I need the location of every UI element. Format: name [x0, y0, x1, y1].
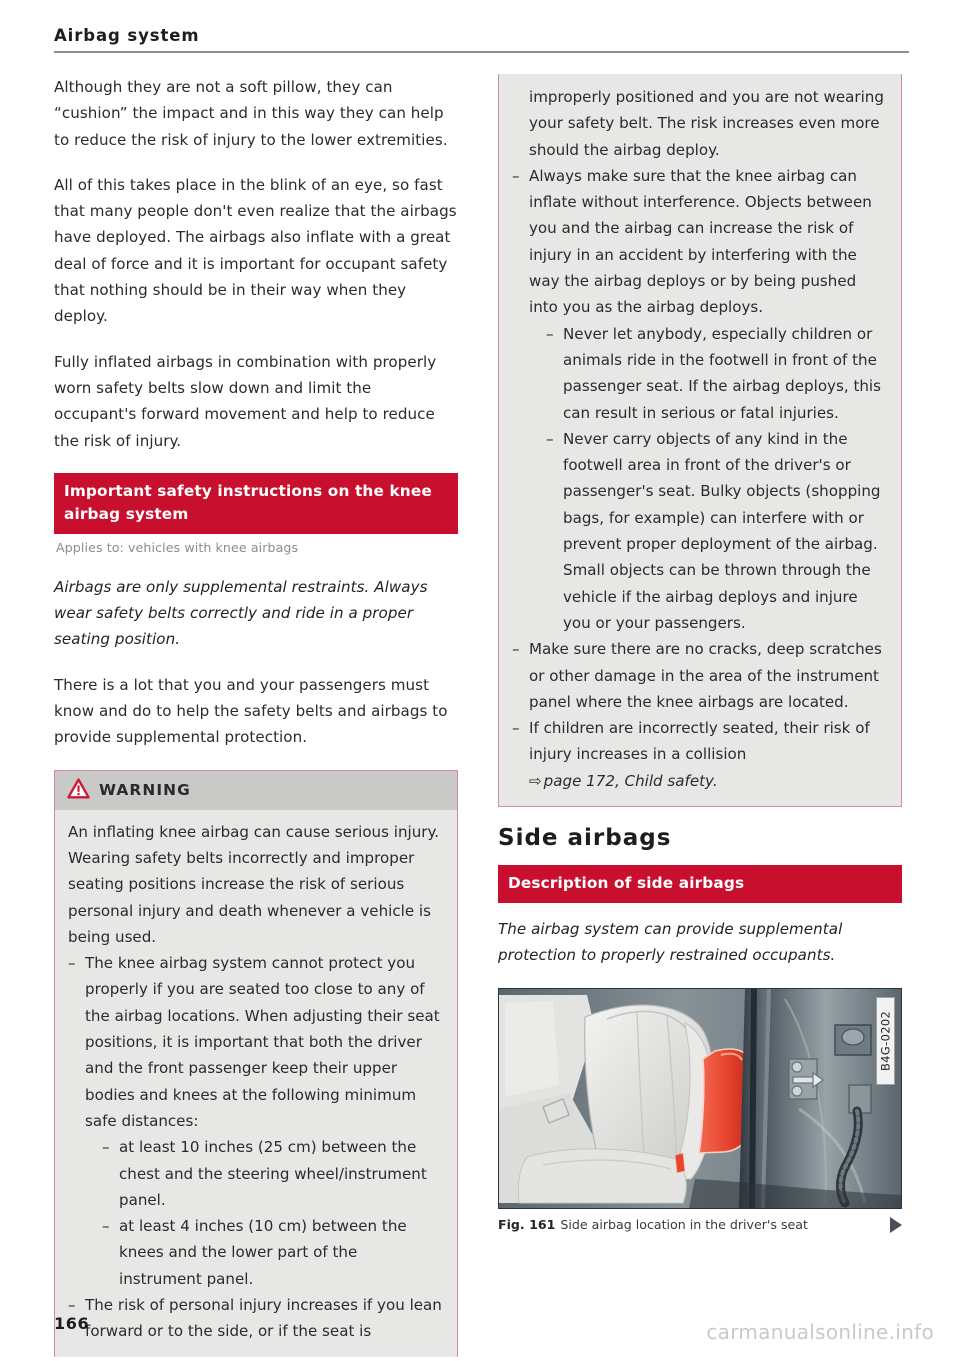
- running-head: [54, 26, 909, 53]
- warning-sub-bullet: [546, 321, 888, 426]
- header-rule: [54, 51, 909, 53]
- warning-body: [55, 810, 457, 1357]
- warning-bullet-text: Always make sure that the knee airbag can inflate without interference. Objects between you and the airbag can increase the risk of injury in an accident by interfering with the way the airbag deploys or by being pushed into you as the airbag deploys.: [529, 166, 872, 317]
- warning-label: WARNING: [99, 781, 191, 800]
- italic-intro: The airbag system can provide supplemental protection to properly restrained occupants.: [498, 920, 843, 965]
- watermark: carmanualsonline.info: [706, 1320, 934, 1344]
- dash-marker: –: [512, 640, 520, 659]
- dash-marker: –: [512, 719, 520, 738]
- warning-bullet: [512, 163, 888, 636]
- warning-sub-bullet-text: Never carry objects of any kind in the footwell area in front of the driver's or passenger's seat. Bulky objects (shopping bags, for example) can interfere with or prevent proper deployment of the airbag. Small objects can be thrown through the vehicle if the airbag deploys and injure you or your passengers.: [563, 429, 881, 632]
- cross-reference-arrow-icon: ⇨: [529, 771, 542, 790]
- warning-sub-bullet: [546, 426, 888, 636]
- figure-caption: [498, 1216, 880, 1233]
- warning-sub-bullet: [102, 1213, 444, 1292]
- warning-box: [54, 770, 458, 1357]
- dash-marker: –: [102, 1138, 110, 1157]
- dash-marker: –: [102, 1217, 110, 1236]
- warning-body-continued: [499, 74, 901, 806]
- paragraph: Fully inflated airbags in combination with properly worn safety belts slow down and limit the occupant's forward movement and help to reduce the risk of injury.: [54, 352, 437, 450]
- italic-intro: Airbags are only supplemental restraints. Always wear safety belts correctly and ride in a proper seating position.: [54, 577, 428, 649]
- dash-marker: –: [512, 166, 520, 185]
- figure-caption-row: [498, 1216, 902, 1233]
- dash-marker: –: [546, 429, 554, 448]
- warning-sub-bullet-text: at least 10 inches (25 cm) between the chest and the steering wheel/instrument panel.: [119, 1138, 427, 1209]
- page-number: 166: [54, 1314, 90, 1333]
- warning-sub-bullet: [102, 1134, 444, 1213]
- warning-bullet-text: The risk of personal injury increases if you lean forward or to the side, or if the seat is: [85, 1295, 442, 1341]
- warning-sub-bullet-text: Never let anybody, especially children or animals ride in the footwell in front of the passenger seat. If the airbag deploys, this can result in serious or fatal injuries.: [563, 324, 881, 422]
- side-airbag-illustration: [499, 989, 901, 1208]
- warning-bullet-text: Make sure there are no cracks, deep scratches or other damage in the area of the instrument panel where the knee airbags are located.: [529, 640, 882, 711]
- page-title: Airbag system: [54, 26, 200, 45]
- paragraph: Although they are not a soft pillow, they can “cushion” the impact and in this way they can help to reduce the risk of injury to the lower extremities.: [54, 78, 448, 149]
- figure-caption-text: Side airbag location in the driver's seat: [560, 1216, 808, 1232]
- warning-bullet: [68, 1292, 444, 1345]
- figure-161: [498, 988, 902, 1233]
- warning-bullet-continuation: [512, 84, 888, 163]
- section-heading-knee-airbag: Important safety instructions on the knee airbag system: [54, 473, 458, 534]
- left-column: [54, 74, 458, 1357]
- warning-sub-list: [546, 321, 888, 637]
- warning-bullet-text: The knee airbag system cannot protect you properly if you are seated too close to any of the airbag locations. When adjusting their seat positions, it is important that both the driver and the front passenger keep their upper bodies and knees at the following minimum safe distances:: [85, 954, 440, 1130]
- dash-marker: –: [68, 1295, 76, 1314]
- warning-header: [55, 771, 457, 810]
- warning-sub-bullet-text: at least 4 inches (10 cm) between the knees and the lower part of the instrument panel.: [119, 1217, 407, 1288]
- warning-intro: An inflating knee airbag can cause serious injury. Wearing safety belts incorrectly and improper seating positions increase the risk of serious personal injury and death whenever a vehicle is being used.: [68, 822, 440, 946]
- applies-to-note: Applies to: vehicles with knee airbags: [56, 539, 299, 555]
- cross-reference-text: page 172, Child safety.: [543, 771, 718, 790]
- right-column: [498, 74, 902, 1233]
- warning-bullet-list-continued: [512, 84, 888, 794]
- figure-number: Fig. 161: [498, 1216, 556, 1232]
- warning-bullet: [68, 950, 444, 1292]
- figure-code-label: B4G-0202: [876, 997, 895, 1085]
- warning-bullet-text: improperly positioned and you are not wearing your safety belt. The risk increases even more should the airbag deploy.: [529, 88, 884, 159]
- warning-triangle-icon: [67, 778, 90, 803]
- cross-reference[interactable]: [529, 768, 888, 794]
- warning-bullet-text: If children are incorrectly seated, their risk of injury increases in a collision: [529, 719, 870, 764]
- warning-bullet-list: [68, 950, 444, 1344]
- continuation-arrow-icon: [890, 1217, 902, 1233]
- section-heading-description-side-airbags: Description of side airbags: [498, 865, 902, 903]
- dash-marker: –: [68, 954, 76, 973]
- warning-bullet: [512, 636, 888, 715]
- figure-image: [498, 988, 902, 1209]
- warning-box-continued: [498, 74, 902, 807]
- paragraph: There is a lot that you and your passengers must know and do to help the safety belts and airbags to provide supplemental protection.: [54, 675, 448, 747]
- dash-marker: –: [546, 324, 554, 343]
- paragraph: All of this takes place in the blink of an eye, so fast that many people don't even realize that the airbags have deployed. The airbags also inflate with a great deal of force and it is important for occupant safety that nothing should be in their way when they deploy.: [54, 175, 457, 326]
- section-title-side-airbags: Side airbags: [498, 825, 672, 852]
- warning-sub-list: [102, 1134, 444, 1292]
- warning-bullet: [512, 715, 888, 794]
